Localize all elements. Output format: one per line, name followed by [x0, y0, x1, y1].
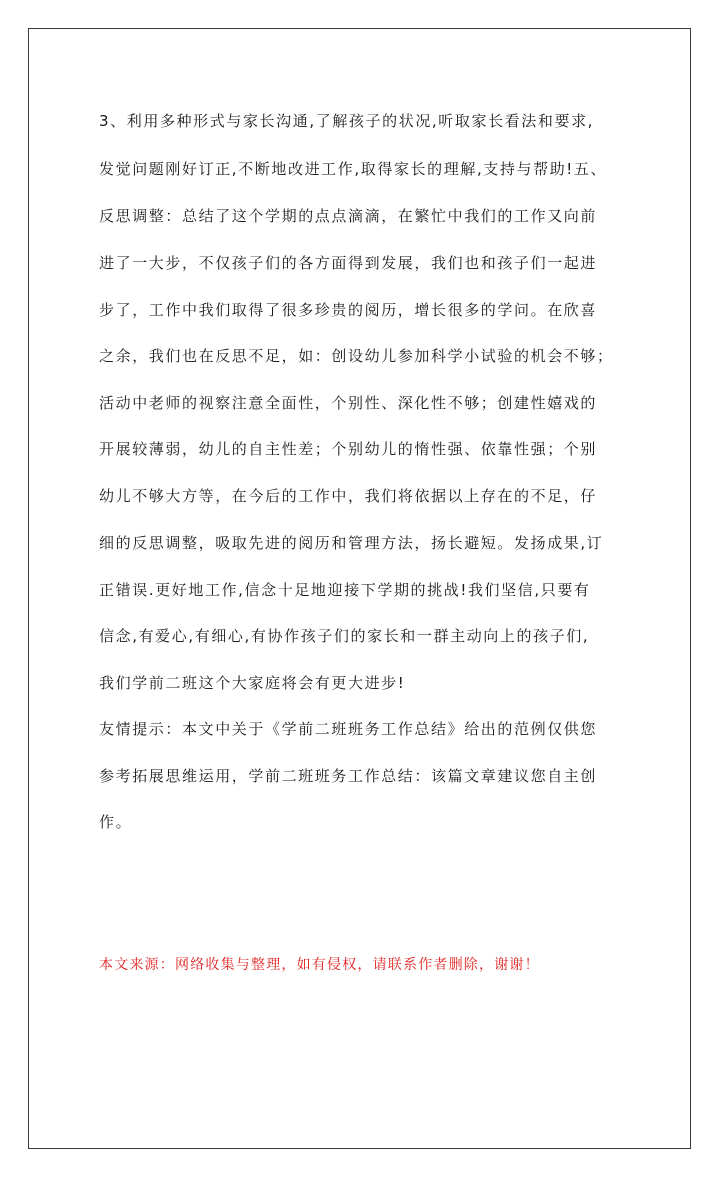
body-line: 信念,有爱心,有细心,有协作孩子们的家长和一群主动向上的孩子们, [99, 627, 590, 645]
body-line: 活动中老师的视察注意全面性，个别性、深化性不够；创建性嬉戏的 [99, 394, 598, 412]
tip-line: 参考拓展思维运用，学前二班班务工作总结：该篇文章建议您自主创 [99, 767, 598, 785]
body-line: 幼儿不够大方等，在今后的工作中，我们将依据以上存在的不足，仔 [99, 487, 598, 505]
body-line: 步了，工作中我们取得了很多珍贵的阅历，增长很多的学问。在欣喜 [99, 301, 598, 319]
body-line: 进了一大步，不仅孩子们的各方面得到发展，我们也和孩子们一起进 [99, 254, 598, 272]
source-note: 本文来源：网络收集与整理，如有侵权，请联系作者删除，谢谢！ [99, 957, 540, 973]
body-line: 正错误.更好地工作,信念十足地迎接下学期的挑战!我们坚信,只要有 [99, 581, 591, 599]
body-line: 反思调整：总结了这个学期的点点滴滴，在繁忙中我们的工作又向前 [99, 207, 598, 225]
document-page [28, 28, 691, 1149]
body-line: 3、利用多种形式与家长沟通,了解孩子的状况,听取家长看法和要求, [99, 112, 595, 130]
body-line: 我们学前二班这个大家庭将会有更大进步! [99, 674, 406, 692]
body-line: 细的反思调整，吸取先进的阅历和管理方法，扬长避短。发扬成果,订 [99, 534, 604, 552]
body-line: 开展较薄弱，幼儿的自主性差；个别幼儿的惰性强、依靠性强；个别 [99, 440, 598, 458]
body-line: 发觉问题刚好订正,不断地改进工作,取得家长的理解,支持与帮助!五、 [99, 160, 608, 178]
tip-line: 作。 [99, 813, 133, 831]
tip-line: 友情提示：本文中关于《学前二班班务工作总结》给出的范例仅供您 [99, 720, 598, 738]
body-line: 之余，我们也在反思不足，如：创设幼儿参加科学小试验的机会不够； [99, 347, 614, 365]
